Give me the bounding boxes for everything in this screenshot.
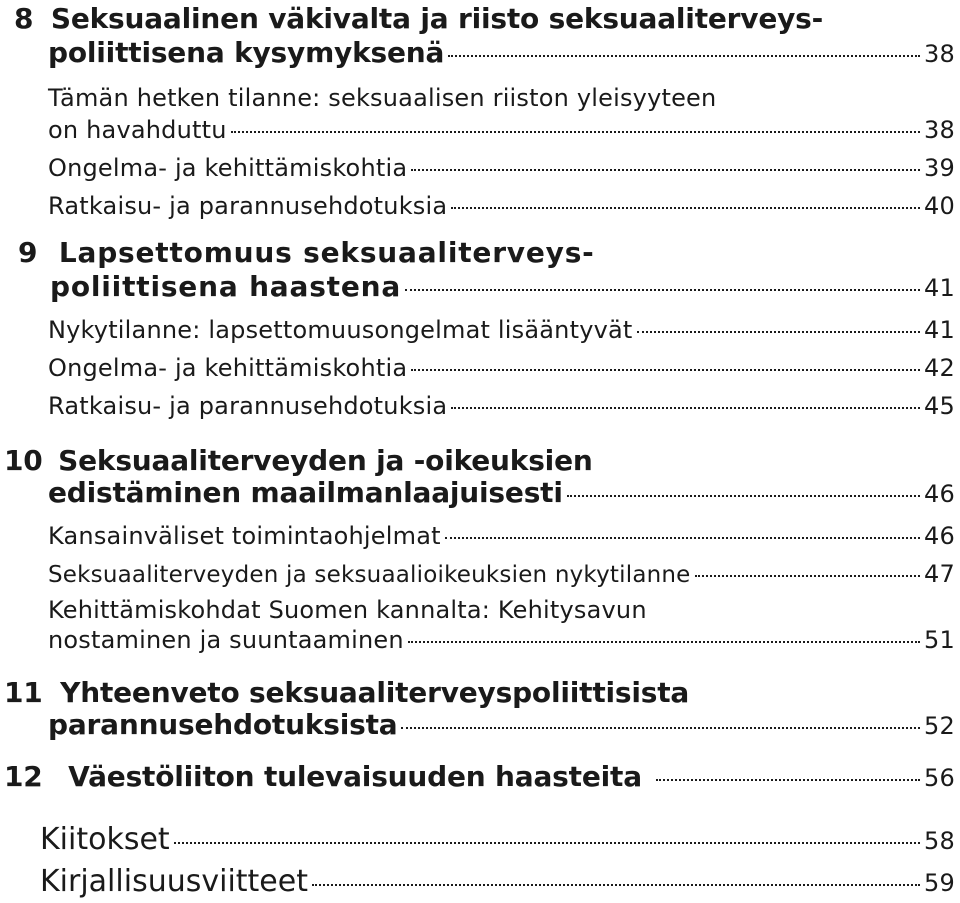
page-number: 52 <box>924 712 955 740</box>
page-number: 46 <box>924 480 955 508</box>
page-number: 40 <box>924 192 955 220</box>
leader-dots <box>567 495 920 497</box>
section-entry[interactable] <box>48 154 955 182</box>
chapter-11-title <box>4 676 689 709</box>
chapter-10-entry[interactable] <box>48 476 955 509</box>
page-number: 42 <box>924 354 955 382</box>
page-number: 59 <box>924 869 955 897</box>
section-title: Ongelma- ja kehittämiskohtia <box>48 154 408 182</box>
page-number: 45 <box>924 392 955 420</box>
chapter-title-line: Seksuaalinen väkivalta ja riisto seksuaaliterveys- <box>50 2 824 35</box>
leader-dots <box>448 55 920 57</box>
backmatter-entry-acknowledgements[interactable] <box>40 822 955 857</box>
leader-dots <box>174 842 920 844</box>
section-entry[interactable] <box>48 354 955 382</box>
section-entry[interactable] <box>48 192 955 220</box>
section-line: Tämän hetken tilanne: seksuaalisen riiston yleisyyteen <box>48 84 717 112</box>
chapter-8-title <box>14 2 823 35</box>
page-number: 38 <box>924 116 955 144</box>
section-entry[interactable] <box>48 316 955 344</box>
section-title: Ongelma- ja kehittämiskohtia <box>48 354 408 382</box>
section-title: Ratkaisu- ja parannusehdotuksia <box>48 392 448 420</box>
page-number: 41 <box>924 316 955 344</box>
leader-dots <box>411 369 920 371</box>
section-title: Seksuaaliterveyden ja seksuaalioikeuksien nykytilanne <box>48 562 691 588</box>
page-number: 41 <box>924 274 955 302</box>
chapter-title-line: Yhteenveto seksuaaliterveyspoliittisista <box>60 676 690 709</box>
chapter-title-line <box>4 760 642 793</box>
chapter-number: 11 <box>4 676 43 709</box>
chapter-title-line: poliittisena kysymyksenä <box>48 36 445 69</box>
chapter-title-line: poliittisena haastena <box>50 270 402 303</box>
page-number: 58 <box>924 827 955 855</box>
chapter-11-entry[interactable] <box>48 708 955 741</box>
page-number: 51 <box>924 626 955 654</box>
leader-dots <box>695 575 921 577</box>
chapter-9-entry[interactable] <box>50 270 955 303</box>
section-entry[interactable] <box>48 522 955 550</box>
page-number: 47 <box>924 560 955 588</box>
page-number: 39 <box>924 154 955 182</box>
section-title: Nykytilanne: lapsettomuusongelmat lisääntyvät <box>48 316 633 344</box>
section-line: Kehittämiskohdat Suomen kannalta: Kehitysavun <box>48 596 647 624</box>
chapter-number: 9 <box>18 236 39 269</box>
section-entry[interactable] <box>48 116 955 144</box>
chapter-8-entry[interactable] <box>48 36 955 69</box>
leader-dots <box>401 727 920 729</box>
leader-dots <box>312 884 920 886</box>
leader-dots <box>637 331 921 333</box>
section-title: Ratkaisu- ja parannusehdotuksia <box>48 192 448 220</box>
section-entry[interactable] <box>48 626 955 654</box>
section-title: nostaminen ja suuntaaminen <box>48 626 404 654</box>
chapter-title-line: Lapsettomuus seksuaaliterveys- <box>58 236 595 269</box>
page-number: 46 <box>924 522 955 550</box>
chapter-12-entry[interactable] <box>4 760 955 793</box>
leader-dots <box>408 641 920 643</box>
leader-dots <box>451 207 920 209</box>
leader-dots <box>405 289 920 291</box>
backmatter-entry-references[interactable] <box>40 864 955 899</box>
backmatter-title: Kiitokset <box>40 822 170 857</box>
leader-dots <box>445 537 920 539</box>
leader-dots <box>656 779 920 781</box>
chapter-number: 8 <box>14 2 34 35</box>
leader-dots <box>411 169 920 171</box>
chapter-10-title <box>4 444 593 477</box>
section-title: Kansainväliset toimintaohjelmat <box>48 522 441 550</box>
chapter-title: Väestöliiton tulevaisuuden haasteita <box>68 760 642 793</box>
chapter-title-line: Seksuaaliterveyden ja -oikeuksien <box>58 444 593 477</box>
chapter-number: 12 <box>4 760 43 793</box>
chapter-9-title <box>18 236 595 269</box>
backmatter-title: Kirjallisuusviitteet <box>40 864 308 899</box>
page-number: 56 <box>924 764 955 792</box>
section-entry[interactable] <box>48 560 955 588</box>
section-title: on havahduttu <box>48 116 227 144</box>
chapter-number: 10 <box>4 444 43 477</box>
leader-dots <box>451 407 920 409</box>
chapter-title-line: edistäminen maailmanlaajuisesti <box>48 476 563 509</box>
chapter-title-line: parannusehdotuksista <box>48 708 398 741</box>
section-entry[interactable] <box>48 392 955 420</box>
page-number: 38 <box>924 40 955 68</box>
leader-dots <box>231 131 920 133</box>
